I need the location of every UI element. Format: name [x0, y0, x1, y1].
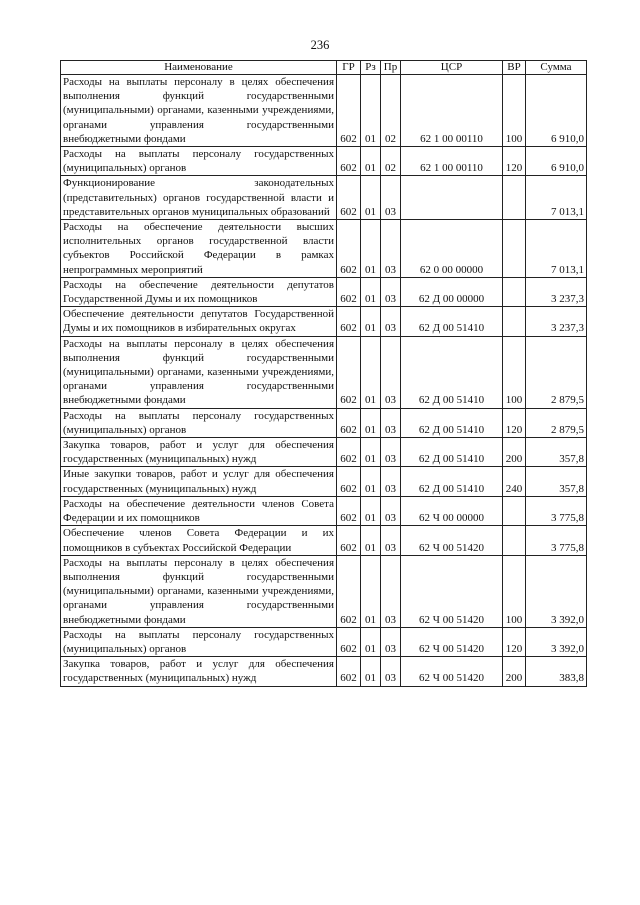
row-rz: 01	[361, 220, 381, 278]
row-rz: 01	[361, 75, 381, 147]
row-csr: 62 Ч 00 51420	[401, 526, 503, 555]
row-gr: 602	[337, 555, 361, 627]
row-rz: 01	[361, 147, 381, 176]
row-csr: 62 Д 00 51410	[401, 307, 503, 336]
row-vr: 120	[503, 147, 526, 176]
row-sum: 3 775,8	[526, 526, 587, 555]
row-vr	[503, 496, 526, 525]
header-csr: ЦСР	[401, 61, 503, 75]
row-gr: 602	[337, 336, 361, 408]
table-row	[61, 220, 587, 278]
row-name: Функционирование законодательных (представительных) органов государственной власти и представительных органов муниципальных образований	[61, 176, 337, 220]
row-gr: 602	[337, 220, 361, 278]
row-vr: 100	[503, 75, 526, 147]
row-rz: 01	[361, 438, 381, 467]
row-sum: 6 910,0	[526, 75, 587, 147]
table-row	[61, 147, 587, 176]
row-vr: 100	[503, 336, 526, 408]
row-pr: 02	[381, 75, 401, 147]
row-name: Обеспечение членов Совета Федерации и их помощников в субъектах Российской Федерации	[61, 526, 337, 555]
row-pr: 03	[381, 526, 401, 555]
row-sum: 7 013,1	[526, 220, 587, 278]
row-name: Закупка товаров, работ и услуг для обеспечения государственных (муниципальных) нужд	[61, 657, 337, 686]
row-pr: 03	[381, 277, 401, 306]
table-row	[61, 307, 587, 336]
table-row	[61, 438, 587, 467]
row-pr: 03	[381, 467, 401, 496]
budget-table	[60, 60, 587, 687]
row-rz: 01	[361, 627, 381, 656]
table-row	[61, 657, 587, 686]
row-vr	[503, 277, 526, 306]
row-sum: 3 237,3	[526, 277, 587, 306]
row-vr	[503, 307, 526, 336]
table-row	[61, 75, 587, 147]
row-csr: 62 Ч 00 51420	[401, 555, 503, 627]
row-csr: 62 Д 00 51410	[401, 438, 503, 467]
row-csr	[401, 176, 503, 220]
row-sum: 357,8	[526, 438, 587, 467]
row-vr	[503, 176, 526, 220]
row-name: Расходы на выплаты персоналу государственных (муниципальных) органов	[61, 147, 337, 176]
table-row	[61, 277, 587, 306]
row-name: Иные закупки товаров, работ и услуг для обеспечения государственных (муниципальных) нужд	[61, 467, 337, 496]
row-pr: 03	[381, 408, 401, 437]
row-rz: 01	[361, 307, 381, 336]
row-name: Расходы на обеспечение деятельности высших исполнительных органов государственной власти субъектов Российской Федерации в рамках непрограммных мероприятий	[61, 220, 337, 278]
row-csr: 62 Ч 00 00000	[401, 496, 503, 525]
row-rz: 01	[361, 526, 381, 555]
row-csr: 62 Ч 00 51420	[401, 657, 503, 686]
row-vr	[503, 526, 526, 555]
row-csr: 62 Д 00 51410	[401, 336, 503, 408]
row-gr: 602	[337, 627, 361, 656]
row-sum: 3 237,3	[526, 307, 587, 336]
row-csr: 62 1 00 00110	[401, 147, 503, 176]
row-rz: 01	[361, 496, 381, 525]
row-gr: 602	[337, 526, 361, 555]
row-gr: 602	[337, 438, 361, 467]
header-pr: Пр	[381, 61, 401, 75]
row-pr: 02	[381, 147, 401, 176]
table-row	[61, 627, 587, 656]
table-row	[61, 467, 587, 496]
table-row	[61, 526, 587, 555]
row-rz: 01	[361, 408, 381, 437]
row-csr: 62 Ч 00 51420	[401, 627, 503, 656]
row-pr: 03	[381, 657, 401, 686]
row-vr	[503, 220, 526, 278]
row-pr: 03	[381, 555, 401, 627]
row-name: Обеспечение деятельности депутатов Государственной Думы и их помощников в избирательных округах	[61, 307, 337, 336]
table-row	[61, 408, 587, 437]
row-vr: 120	[503, 408, 526, 437]
page-number: 236	[310, 38, 330, 52]
row-sum: 3 392,0	[526, 627, 587, 656]
row-sum: 2 879,5	[526, 336, 587, 408]
row-gr: 602	[337, 75, 361, 147]
row-pr: 03	[381, 438, 401, 467]
row-name: Расходы на обеспечение деятельности членов Совета Федерации и их помощников	[61, 496, 337, 525]
row-name: Расходы на выплаты персоналу в целях обеспечения выполнения функций государственными (муниципальными) органами, казенными учреждениями, органами управления государственными внебюджетными фондами	[61, 75, 337, 147]
row-sum: 357,8	[526, 467, 587, 496]
row-sum: 383,8	[526, 657, 587, 686]
table-header-row	[61, 61, 587, 75]
row-gr: 602	[337, 657, 361, 686]
row-gr: 602	[337, 147, 361, 176]
row-csr: 62 1 00 00110	[401, 75, 503, 147]
header-sum: Сумма	[526, 61, 587, 75]
row-csr: 62 Д 00 51410	[401, 467, 503, 496]
row-gr: 602	[337, 176, 361, 220]
row-vr: 200	[503, 657, 526, 686]
row-gr: 602	[337, 408, 361, 437]
row-gr: 602	[337, 307, 361, 336]
row-gr: 602	[337, 496, 361, 525]
row-name: Закупка товаров, работ и услуг для обеспечения государственных (муниципальных) нужд	[61, 438, 337, 467]
row-pr: 03	[381, 220, 401, 278]
table-row	[61, 496, 587, 525]
row-rz: 01	[361, 176, 381, 220]
row-rz: 01	[361, 467, 381, 496]
header-vr: ВР	[503, 61, 526, 75]
header-gr: ГР	[337, 61, 361, 75]
row-name: Расходы на выплаты персоналу в целях обеспечения выполнения функций государственными (муниципальными) органами, казенными учреждениями, органами управления государственными внебюджетными фондами	[61, 336, 337, 408]
row-name: Расходы на выплаты персоналу государственных (муниципальных) органов	[61, 408, 337, 437]
row-pr: 03	[381, 627, 401, 656]
row-name: Расходы на выплаты персоналу в целях обеспечения выполнения функций государственными (муниципальными) органами, казенными учреждениями, органами управления государственными внебюджетными фондами	[61, 555, 337, 627]
table-row	[61, 176, 587, 220]
row-sum: 3 775,8	[526, 496, 587, 525]
header-name: Наименование	[61, 61, 337, 75]
row-name: Расходы на выплаты персоналу государственных (муниципальных) органов	[61, 627, 337, 656]
header-rz: Рз	[361, 61, 381, 75]
row-csr: 62 0 00 00000	[401, 220, 503, 278]
table-row	[61, 336, 587, 408]
row-pr: 03	[381, 176, 401, 220]
row-sum: 2 879,5	[526, 408, 587, 437]
row-vr: 100	[503, 555, 526, 627]
row-csr: 62 Д 00 51410	[401, 408, 503, 437]
row-rz: 01	[361, 277, 381, 306]
row-gr: 602	[337, 467, 361, 496]
row-vr: 240	[503, 467, 526, 496]
row-rz: 01	[361, 336, 381, 408]
row-name: Расходы на обеспечение деятельности депутатов Государственной Думы и их помощников	[61, 277, 337, 306]
row-sum: 6 910,0	[526, 147, 587, 176]
row-rz: 01	[361, 555, 381, 627]
table-row	[61, 555, 587, 627]
row-pr: 03	[381, 336, 401, 408]
row-pr: 03	[381, 496, 401, 525]
row-sum: 3 392,0	[526, 555, 587, 627]
row-rz: 01	[361, 657, 381, 686]
row-vr: 120	[503, 627, 526, 656]
row-vr: 200	[503, 438, 526, 467]
row-gr: 602	[337, 277, 361, 306]
row-sum: 7 013,1	[526, 176, 587, 220]
row-pr: 03	[381, 307, 401, 336]
row-csr: 62 Д 00 00000	[401, 277, 503, 306]
